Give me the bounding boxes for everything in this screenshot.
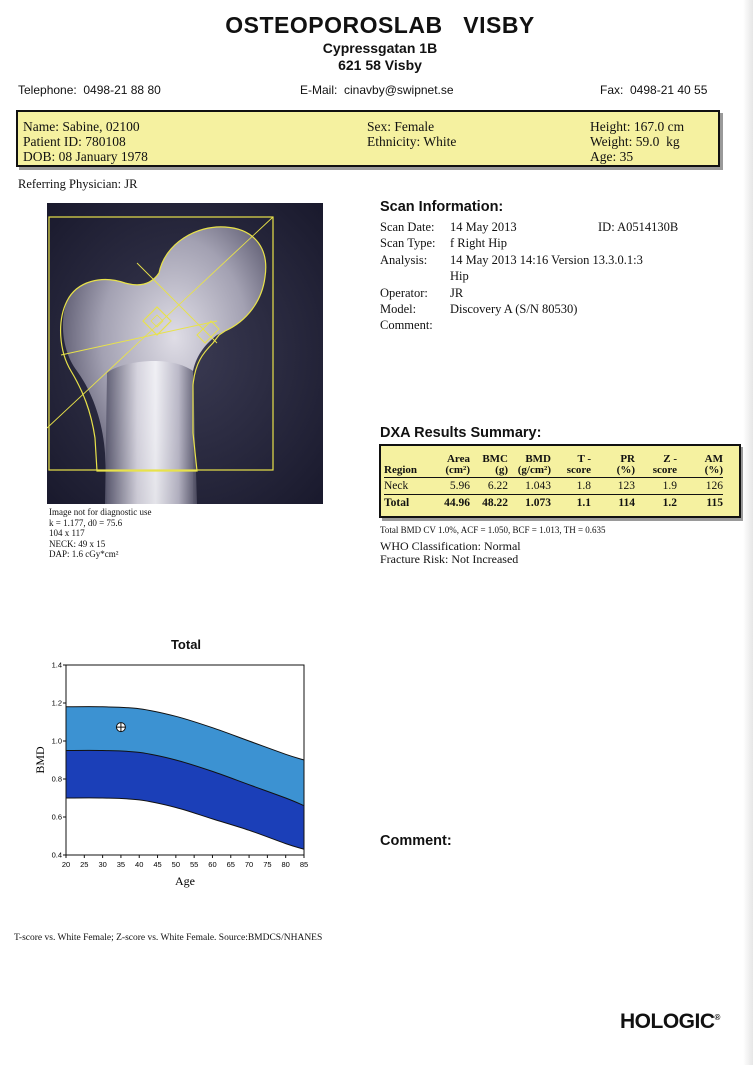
scan-info-key (380, 268, 450, 284)
lab-street: Cypressgatan 1B (322, 40, 438, 56)
scan-info-key: Analysis: (380, 252, 428, 267)
y-tick-label: 0.6 (51, 812, 62, 822)
cell: 48.22 (470, 494, 508, 511)
cell: 115 (677, 494, 723, 511)
dxa-col-area: Area (cm²) (430, 450, 470, 477)
x-tick-label: 25 (80, 860, 89, 869)
cell: Total (384, 494, 430, 511)
patient-age: Age: 35 (590, 149, 634, 164)
cell: 1.2 (635, 494, 677, 511)
scan-info-row (380, 219, 678, 235)
hip-scan-graphic (47, 203, 323, 504)
referring-physician: Referring Physician: JR (18, 177, 138, 191)
dxa-col-tscore: T - score (551, 450, 591, 477)
x-tick-label: 35 (116, 860, 126, 869)
x-tick-label: 50 (171, 860, 181, 869)
scan-info-value: 14 May 2013 (450, 220, 517, 234)
y-tick-label: 1.4 (51, 660, 62, 670)
x-tick-label: 45 (153, 860, 162, 869)
telephone: Telephone: 0498-21 88 80 (18, 83, 161, 97)
cell: 1.043 (525, 479, 551, 492)
page-edge (743, 0, 753, 1065)
chart-x-label: Age (175, 874, 195, 888)
dxa-title: DXA Results Summary: (380, 425, 542, 441)
scan-info-key: Operator: (380, 285, 428, 300)
image-note: Image not for diagnostic use (49, 507, 152, 517)
image-note: DAP: 1.6 cGy*cm² (49, 549, 119, 560)
email: E-Mail: cinavby@swipnet.se (300, 83, 454, 97)
x-tick-label: 55 (189, 860, 199, 869)
scan-info-value (450, 317, 678, 333)
cell: 5.96 (449, 479, 470, 492)
scan-info-row (380, 235, 678, 251)
x-tick-label: 20 (61, 860, 71, 869)
cell: 126 (705, 479, 723, 492)
y-tick-label: 0.4 (51, 850, 62, 860)
scan-info-row (380, 285, 678, 301)
patient-bmd-marker (116, 723, 125, 732)
scan-info-row (380, 317, 678, 333)
patient-id: Patient ID: 780108 (23, 134, 126, 149)
dxa-col-am: AM (%) (677, 450, 723, 477)
cell: 6.22 (487, 479, 508, 492)
hip-scan-image (47, 203, 323, 504)
comment-title: Comment: (380, 833, 452, 849)
cell: 44.96 (430, 494, 470, 511)
image-notes (49, 507, 151, 560)
x-tick-label: 85 (299, 860, 309, 869)
fax: Fax: 0498-21 40 55 (600, 83, 708, 97)
cell: 1.1 (551, 494, 591, 511)
y-tick-label: 1.2 (51, 698, 62, 708)
x-tick-label: 80 (281, 860, 290, 869)
scan-info-table (380, 219, 678, 334)
scan-info-key: Model: (380, 302, 417, 317)
bmd-reference-chart (0, 655, 330, 895)
patient-dob: DOB: 08 January 1978 (23, 149, 148, 164)
scan-info-value: 14 May 2013 14:16 Version 13.3.0.1:3 (450, 252, 643, 267)
scan-info-key: Comment: (380, 318, 433, 333)
patient-height: Height: 167.0 cm (590, 119, 685, 134)
fracture-risk: Fracture Risk: Not Increased (380, 552, 519, 566)
scan-info-value: JR (450, 285, 464, 300)
cell: 1.9 (662, 479, 677, 492)
x-tick-label: 40 (135, 860, 144, 869)
cell: 1.8 (576, 479, 591, 492)
scan-info-value: f Right Hip (450, 236, 507, 251)
x-tick-label: 60 (208, 860, 217, 869)
image-note: NECK: 49 x 15 (49, 538, 106, 549)
source-note: T-score vs. White Female; Z-score vs. White Female. Source:BMDCS/NHANES (14, 933, 323, 943)
chart-y-label: BMD (33, 746, 47, 774)
scan-info-row (380, 252, 678, 268)
cell: 1.073 (508, 494, 551, 511)
patient-sex: Sex: Female (367, 119, 435, 134)
dxa-col-bmc: BMC (g) (470, 450, 508, 477)
x-tick-label: 70 (244, 860, 254, 869)
chart-title: Total (170, 637, 202, 652)
patient-name: Name: Sabine, 02100 (23, 119, 140, 134)
x-tick-label: 65 (226, 860, 235, 869)
image-note: 104 x 117 (49, 528, 85, 539)
cell: 114 (591, 494, 635, 511)
y-tick-label: 1.0 (51, 736, 62, 746)
cell: 123 (617, 479, 635, 492)
y-tick-label: 0.8 (51, 774, 62, 784)
lab-city: 621 58 Visby (338, 57, 422, 73)
scan-info-row (380, 268, 678, 284)
table-row (384, 477, 723, 494)
scan-info-value: Discovery A (S/N 80530) (450, 302, 578, 317)
who-classification: WHO Classification: Normal (380, 539, 521, 553)
patient-info-box (16, 110, 720, 167)
scan-info-title: Scan Information: (380, 199, 504, 215)
scan-info-row (380, 301, 678, 317)
dxa-col-region: Region (384, 450, 430, 477)
scan-info-key: Scan Date: (380, 220, 435, 234)
patient-weight: Weight: 59.0 kg (590, 134, 680, 149)
dxa-col-bmd: BMD (g/cm²) (508, 450, 551, 477)
dxa-col-pr: PR (%) (591, 450, 635, 477)
scan-info-value: Hip (450, 269, 469, 284)
cell: Neck (384, 479, 409, 492)
x-tick-label: 75 (263, 860, 272, 869)
dxa-results-table (384, 450, 723, 511)
dxa-results-box (379, 444, 741, 518)
dxa-header-row (384, 450, 723, 477)
scan-id: ID: A0514130B (598, 220, 679, 234)
dxa-footnote: Total BMD CV 1.0%, ACF = 1.050, BCF = 1.013, TH = 0.635 (380, 525, 606, 535)
scan-info-key: Scan Type: (380, 236, 436, 251)
table-row (384, 494, 723, 511)
x-tick-label: 30 (98, 860, 107, 869)
image-note: k = 1.177, d0 = 75.6 (49, 517, 123, 528)
dxa-col-zscore: Z - score (635, 450, 677, 477)
lab-name: OSTEOPOROSLAB VISBY (225, 12, 535, 38)
hologic-logo: HOLOGIC® (620, 1010, 720, 1033)
patient-ethnicity: Ethnicity: White (367, 134, 457, 149)
